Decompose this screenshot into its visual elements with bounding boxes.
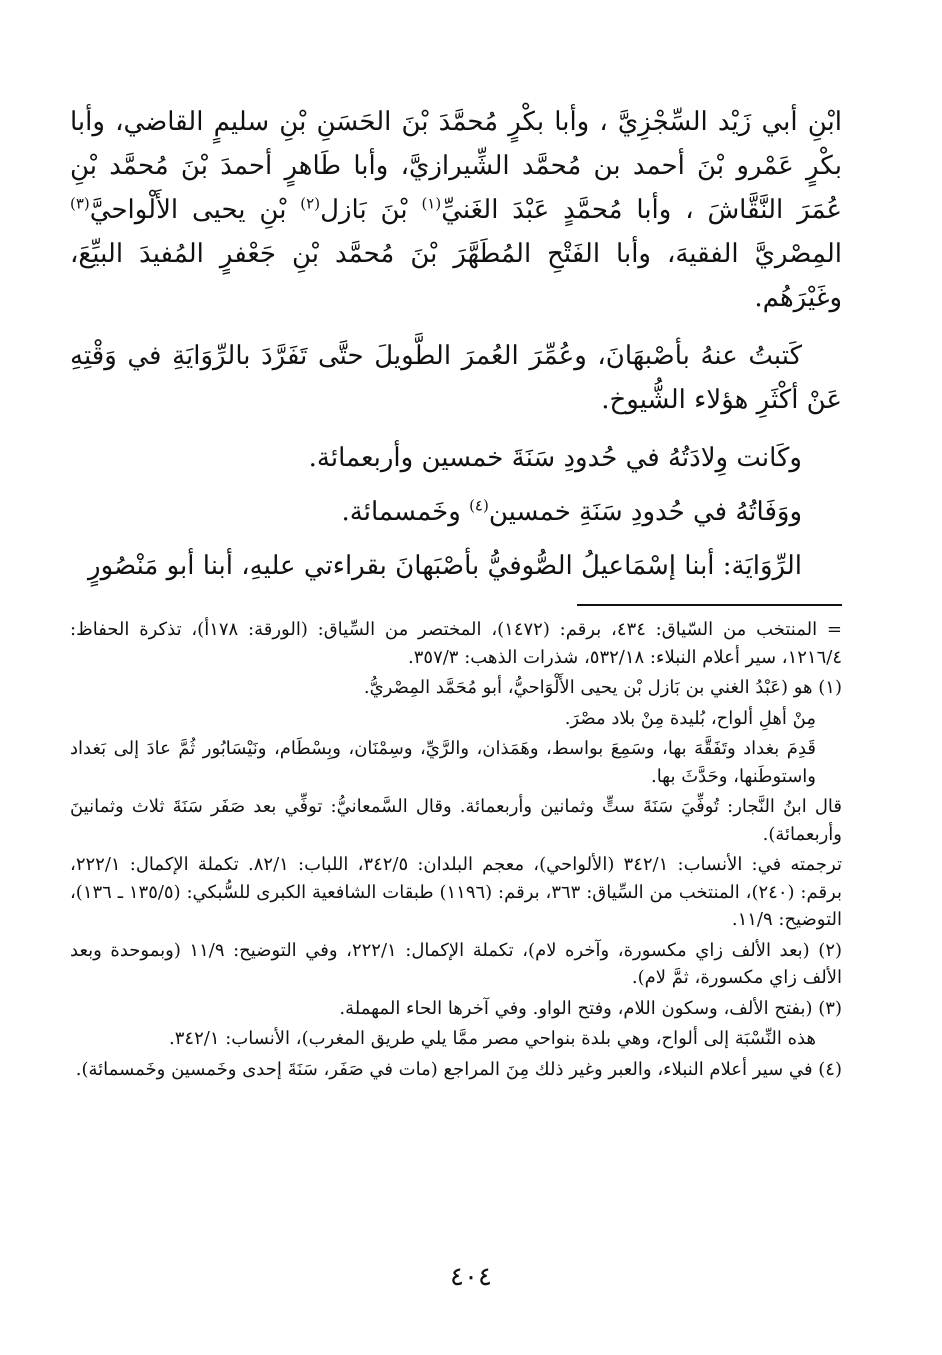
paragraph-writing: كَتبتُ عنهُ بأصْبهَانَ، وعُمِّرَ العُمرَ الطَّويلَ حتَّى تَفَرَّدَ بالرِّوَايَةِ في وَقْتِهِ عَنْ أكْثَرِ هؤلاء الشُّيوخ. (70, 341, 842, 415)
footnote-ref-3[interactable]: (٣) (70, 194, 90, 213)
footnote-3: (٣) (بفتح الألف، وسكون اللام، وفتح الواو. وفي آخرها الحاء المهملة. (339, 997, 842, 1019)
footnote-ref-1[interactable]: (١) (421, 194, 442, 213)
footnote-ref-4[interactable]: (٤) (469, 496, 489, 515)
footnotes (70, 616, 842, 1086)
footnote-1-line: مِنْ أهلِ ألواح، بُليدة مِنْ بلاد مصْرَ. (564, 707, 816, 729)
footnote-divider (577, 604, 842, 606)
text-run: ووَفَاتُهُ في حُدودِ سَنَةِ خمسين (488, 497, 802, 527)
paragraph-riwaya: الرِّوَايَة: أبنا إسْمَاعيلُ الصُّوفيُّ بأصْبَهانَ بقراءتي عليهِ، أبنا أبو مَنْصُورٍ (88, 551, 802, 581)
text-run: بْنِ يحيى الأَلْواحيَّ (89, 195, 301, 225)
text-run: وخَمسمائة. (341, 497, 470, 527)
footnote-continuation: = المنتخب من السّياق: ٤٣٤، برقم: (١٤٧٢)، المختصر من السِّياق: (الورقة: ١٧٨أ)، تذكرة الحفاظ: ١٢١٦/٤، سير أعلام النبلاء: ٥٣٢/١٨، شذرات الذهب: ٣٥٧/٣. (70, 619, 843, 668)
footnote-1: (١) هو (عَبْدُ الغني بن بَازل بْن يحيى الأَلْوَاحيُّ، أبو مُحَمَّد المِصْريُّ. (363, 677, 842, 698)
footnote-1-sources: ترجمته في: الأنساب: ٣٤٢/١ (الألواحي)، معجم البلدان: ٣٤٢/٥، اللباب: ٨٢/١. تكملة الإكمال: ٢٢٢/١، برقم: (٢٤٠)، المنتخب من السِّياق: ٣٦٣، برقم: (١١٩٦) طبقات الشافعية الكبرى للسُّبكي: (١٣٥/٥ ـ ١٣٦)، التوضيح: ١١/٩. (70, 854, 842, 930)
footnote-1-quote: قال ابنُ النَّجار: تُوفِّيَ سَنَةَ ستٍّ وثمانين وأربعمائة. وقال السَّمعانيُّ: توفِّي بعد صَفَر سَنَةَ ثلاث وثمانينَ وأربعمائة). (70, 796, 842, 845)
footnote-4: (٤) في سير أعلام النبلاء، والعبر وغير ذلك مِنَ المراجع (مات في صَفَر، سَنَةَ إحدى وخَمسين وخَمسمائة). (75, 1058, 842, 1080)
paragraph-narrators (70, 100, 842, 320)
text-run: ابْنِ أبي زَيْد السِّجْزِيَّ ، وأبا بكْرٍ مُحمَّدَ بْنَ الحَسَنِ بْنِ سليمٍ القاضي، وأبا بكْرٍ عَمْرو بْنَ أحمد بن مُحمَّد الشِّيرازيَّ، وأبا طَاهرٍ أحمدَ بْنَ مُحمَّد بْنِ عُمَرَ النَّقَّاشَ ، وأبا مُحمَّدٍ عَبْدَ الغَنيِّ (70, 107, 842, 225)
footnote-2: (٢) (بعد الألف زاي مكسورة، وآخره لام)، تكملة الإكمال: ٢٢٢/١، وفي التوضيح: ١١/٩ (وبموحدة وبعد الألف زاي مكسورة، ثمَّ لام). (70, 939, 843, 988)
text-run: بْنَ بَازل (320, 195, 422, 225)
text-run: المِصْريَّ الفقيهَ، وأبا الفَتْحِ المُطَهَّرَ بْنَ مُحمَّد بْنِ جَعْفرٍ المُفيدَ البيِّعَ، وغَيْرَهُم. (70, 239, 842, 313)
footnote-3-line: هذه النِّسْبَة إلى ألواح، وهي بلدة بنواحي مصر ممَّا يلي طريق المغرب)، الأنساب: ٣٤٢/١. (169, 1028, 816, 1049)
footnote-ref-2[interactable]: (٢) (300, 194, 321, 213)
footnote-1-line: قَدِمَ بغداد وتَفَقَّهَ بها، وسَمِعَ بواسط، وهَمَذان، والرَّيِّ، وسِمْنَان، وبِسْطَام، ونَيْسَابُور ثُمَّ عادَ إلى بَغداد واستوطَنها، وحَدَّثَ بها. (70, 738, 816, 787)
page-number: ٤٠٤ (450, 1262, 492, 1292)
paragraph-death (70, 490, 842, 534)
paragraph-birth: وكَانت وِلادَتُهُ في حُدودِ سَنَةَ خمسين وأربعمائة. (308, 443, 802, 473)
main-text (70, 100, 842, 602)
